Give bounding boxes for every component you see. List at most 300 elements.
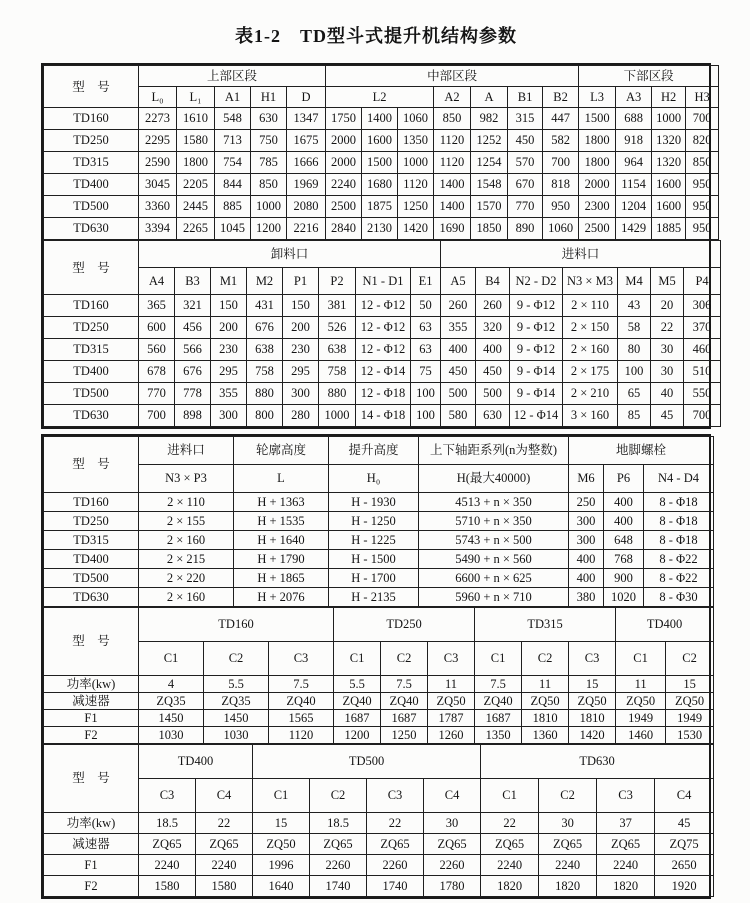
data-cell: 1250 (398, 196, 434, 218)
data-cell: 450 (508, 130, 543, 152)
data-cell: 844 (215, 174, 251, 196)
data-cell: 550 (684, 383, 721, 405)
data-cell: 1810 (569, 710, 616, 727)
data-cell: 1666 (287, 152, 326, 174)
data-cell: 9 - Φ14 (510, 361, 563, 383)
header-row (44, 87, 719, 108)
header-cell: TD315 (475, 608, 616, 642)
header-cell: TD400 (616, 608, 714, 642)
data-cell: 1690 (434, 218, 471, 240)
data-cell: 1200 (251, 218, 287, 240)
data-cell: 1120 (434, 130, 471, 152)
header-cell: 上部区段 (139, 66, 326, 87)
data-cell: 306 (684, 295, 721, 317)
header-cell: P6 (604, 465, 644, 493)
header-cell: 卸料口 (139, 241, 441, 268)
data-cell: H + 1640 (234, 531, 329, 550)
data-cell: 2 × 220 (139, 569, 234, 588)
data-cell: 1120 (269, 727, 334, 744)
data-cell: 2500 (579, 218, 616, 240)
header-cell: C3 (367, 779, 424, 813)
data-cell: 12 - Φ12 (356, 317, 411, 339)
data-cell: 2240 (139, 855, 196, 876)
header-cell: A4 (139, 268, 175, 295)
header-cell: C2 (522, 642, 569, 676)
header-cell: M1 (211, 268, 247, 295)
data-cell: 3394 (139, 218, 177, 240)
row-label-cell: TD500 (44, 196, 139, 218)
power-reducer-table-td400-td630 (43, 744, 714, 897)
row-label-cell: TD630 (44, 405, 139, 427)
table-row (44, 130, 719, 152)
data-cell: 678 (139, 361, 175, 383)
data-cell: 1885 (652, 218, 686, 240)
header-cell: A3 (616, 87, 652, 108)
header-cell: P4 (684, 268, 721, 295)
data-cell: 818 (543, 174, 579, 196)
data-cell: 2130 (362, 218, 398, 240)
data-cell: 768 (604, 550, 644, 569)
data-cell: 1530 (666, 727, 714, 744)
data-cell: 11 (616, 676, 666, 693)
data-cell: 2 × 110 (139, 493, 234, 512)
header-row (44, 745, 714, 779)
data-cell: 1120 (398, 174, 434, 196)
header-cell: TD500 (253, 745, 481, 779)
data-cell: 770 (508, 196, 543, 218)
data-cell: 582 (543, 130, 579, 152)
data-cell: 1400 (434, 196, 471, 218)
data-cell: 321 (175, 295, 211, 317)
row-label-cell: TD315 (44, 531, 139, 550)
data-cell: 22 (651, 317, 684, 339)
power-reducer-table-td160-td400 (43, 607, 714, 744)
row-label-cell: TD400 (44, 361, 139, 383)
data-cell: 12 - Φ14 (356, 361, 411, 383)
data-cell: H + 1363 (234, 493, 329, 512)
data-cell: 1360 (522, 727, 569, 744)
data-cell: 2273 (139, 108, 177, 130)
data-cell: 600 (139, 317, 175, 339)
height-anchor-bolt-table (43, 436, 714, 607)
row-label-cell: TD630 (44, 588, 139, 607)
data-cell: 400 (569, 550, 604, 569)
data-cell: 2 × 155 (139, 512, 234, 531)
data-cell: 8 - Φ22 (644, 550, 714, 569)
data-cell: 30 (539, 813, 597, 834)
data-cell: 758 (247, 361, 283, 383)
header-cell: C2 (204, 642, 269, 676)
table-row (44, 196, 719, 218)
data-cell: 1800 (177, 152, 215, 174)
data-cell: 2260 (367, 855, 424, 876)
row-label-cell: F2 (44, 876, 139, 897)
data-cell: ZQ35 (204, 693, 269, 710)
data-cell: H - 2135 (329, 588, 419, 607)
table-row (44, 676, 714, 693)
data-cell: 880 (247, 383, 283, 405)
data-cell: 1350 (475, 727, 522, 744)
data-cell: 1820 (481, 876, 539, 897)
data-cell: 5960 + n × 710 (419, 588, 569, 607)
row-label-cell: F1 (44, 710, 139, 727)
header-cell: C1 (253, 779, 310, 813)
data-cell: 1000 (652, 108, 686, 130)
header-cell: N3 × M3 (563, 268, 618, 295)
row-label-cell: 减速器 (44, 693, 139, 710)
header-cell: M4 (618, 268, 651, 295)
data-cell: 898 (175, 405, 211, 427)
data-cell: 9 - Φ14 (510, 383, 563, 405)
data-cell: 950 (686, 218, 719, 240)
data-cell: 230 (211, 339, 247, 361)
data-cell: 75 (411, 361, 441, 383)
header-cell: H(最大40000) (419, 465, 569, 493)
data-cell: 37 (597, 813, 655, 834)
data-cell: 1949 (616, 710, 666, 727)
data-cell: 2240 (481, 855, 539, 876)
header-row (44, 268, 721, 295)
header-cell: C2 (666, 642, 714, 676)
data-cell: 1250 (381, 727, 428, 744)
header-cell: P1 (283, 268, 319, 295)
data-cell: 950 (686, 174, 719, 196)
header-cell: 进料口 (441, 241, 721, 268)
data-cell: 758 (319, 361, 356, 383)
header-cell: A2 (434, 87, 471, 108)
data-cell: H - 1225 (329, 531, 419, 550)
row-label-cell: TD630 (44, 218, 139, 240)
data-cell: 1429 (616, 218, 652, 240)
data-cell: 2 × 215 (139, 550, 234, 569)
data-cell: 365 (139, 295, 175, 317)
data-cell: 40 (651, 383, 684, 405)
data-cell: 1740 (367, 876, 424, 897)
table-row (44, 588, 714, 607)
data-cell: 1045 (215, 218, 251, 240)
header-cell: B3 (175, 268, 211, 295)
data-cell: ZQ65 (597, 834, 655, 855)
data-cell: 2080 (287, 196, 326, 218)
data-cell: 1460 (616, 727, 666, 744)
data-cell: 2650 (655, 855, 714, 876)
header-cell: D (287, 87, 326, 108)
header-cell: L₀ (139, 87, 177, 108)
data-cell: 1154 (616, 174, 652, 196)
data-cell: 1600 (652, 174, 686, 196)
data-cell: ZQ65 (424, 834, 481, 855)
data-cell: 850 (686, 152, 719, 174)
table-row (44, 493, 714, 512)
data-cell: 1060 (543, 218, 579, 240)
data-cell: 370 (684, 317, 721, 339)
data-cell: 30 (651, 361, 684, 383)
data-cell: 15 (253, 813, 310, 834)
header-row (44, 642, 714, 676)
header-cell: 上下轴距系列(n为整数) (419, 437, 569, 465)
data-cell: 1996 (253, 855, 310, 876)
data-cell: 630 (476, 405, 510, 427)
data-cell: 1570 (471, 196, 508, 218)
data-cell: 750 (251, 130, 287, 152)
data-cell: 688 (616, 108, 652, 130)
data-cell: ZQ40 (269, 693, 334, 710)
data-cell: 22 (481, 813, 539, 834)
data-cell: 12 - Φ12 (356, 339, 411, 361)
data-cell: 2265 (177, 218, 215, 240)
table-row (44, 108, 719, 130)
data-cell: 850 (434, 108, 471, 130)
data-cell: 1450 (204, 710, 269, 727)
header-cell: C4 (196, 779, 253, 813)
data-cell: 2260 (424, 855, 481, 876)
data-cell: 2240 (539, 855, 597, 876)
data-cell: 2000 (326, 152, 362, 174)
data-cell: 1949 (666, 710, 714, 727)
data-cell: 700 (686, 108, 719, 130)
data-cell: 63 (411, 317, 441, 339)
data-cell: 1000 (319, 405, 356, 427)
table-row (44, 710, 714, 727)
header-cell: N2 - D2 (510, 268, 563, 295)
data-cell: 638 (319, 339, 356, 361)
data-cell: 500 (441, 383, 476, 405)
data-cell: 2000 (326, 130, 362, 152)
data-cell: 320 (476, 317, 510, 339)
data-cell: 460 (684, 339, 721, 361)
data-cell: ZQ65 (196, 834, 253, 855)
data-cell: 150 (211, 295, 247, 317)
data-cell: 1060 (398, 108, 434, 130)
data-cell: 1580 (139, 876, 196, 897)
data-cell: 2590 (139, 152, 177, 174)
data-cell: 1204 (616, 196, 652, 218)
data-cell: 1875 (362, 196, 398, 218)
data-cell: 8 - Φ18 (644, 512, 714, 531)
data-cell: 18.5 (139, 813, 196, 834)
data-cell: 1810 (522, 710, 569, 727)
data-cell: 950 (543, 196, 579, 218)
data-cell: 65 (618, 383, 651, 405)
data-cell: ZQ65 (367, 834, 424, 855)
data-cell: 2500 (326, 196, 362, 218)
data-cell: 8 - Φ30 (644, 588, 714, 607)
data-cell: 2 × 210 (563, 383, 618, 405)
data-cell: 1548 (471, 174, 508, 196)
data-cell: 700 (139, 405, 175, 427)
header-row (44, 437, 714, 465)
header-row (44, 241, 721, 268)
data-cell: 380 (569, 588, 604, 607)
data-cell: 950 (686, 196, 719, 218)
data-cell: H - 1930 (329, 493, 419, 512)
data-cell: 1600 (362, 130, 398, 152)
data-cell: 58 (618, 317, 651, 339)
data-cell: 5.5 (204, 676, 269, 693)
data-cell: ZQ40 (381, 693, 428, 710)
table-title: 表1-2 TD型斗式提升机结构参数 (235, 26, 517, 46)
data-cell: H + 2076 (234, 588, 329, 607)
data-cell: 1610 (177, 108, 215, 130)
header-cell: L (234, 465, 329, 493)
data-cell: 1565 (269, 710, 334, 727)
data-cell: 510 (684, 361, 721, 383)
header-cell: P2 (319, 268, 356, 295)
data-cell: 12 - Φ12 (356, 295, 411, 317)
data-cell: 300 (283, 383, 319, 405)
table-row (44, 218, 719, 240)
header-cell: C2 (539, 779, 597, 813)
data-cell: 150 (283, 295, 319, 317)
data-cell: 1640 (253, 876, 310, 897)
header-cell: C4 (655, 779, 714, 813)
header-row (44, 465, 714, 493)
data-cell: 778 (175, 383, 211, 405)
data-cell: 12 - Φ18 (356, 383, 411, 405)
data-cell: 45 (651, 405, 684, 427)
data-cell: 1020 (604, 588, 644, 607)
data-cell: 12 - Φ14 (510, 405, 563, 427)
discharge-feed-port-table (43, 240, 721, 427)
data-cell: 355 (211, 383, 247, 405)
data-cell: 260 (476, 295, 510, 317)
table-block-a (41, 63, 711, 429)
data-cell: ZQ50 (522, 693, 569, 710)
data-cell: 45 (655, 813, 714, 834)
table-row (44, 876, 714, 897)
row-label-cell: 功率(kw) (44, 676, 139, 693)
data-cell: 300 (211, 405, 247, 427)
data-cell: 3045 (139, 174, 177, 196)
data-cell: 400 (476, 339, 510, 361)
data-cell: 500 (476, 383, 510, 405)
data-cell: 260 (441, 295, 476, 317)
data-cell: 1500 (579, 108, 616, 130)
data-cell: 43 (618, 295, 651, 317)
row-label-cell: F2 (44, 727, 139, 744)
header-cell: L2 (326, 87, 434, 108)
table-row (44, 295, 721, 317)
header-cell: 型 号 (44, 66, 139, 108)
data-cell: ZQ50 (428, 693, 475, 710)
data-cell: 85 (618, 405, 651, 427)
data-cell: 200 (283, 317, 319, 339)
data-cell: 63 (411, 339, 441, 361)
table-row (44, 317, 721, 339)
data-cell: 300 (569, 512, 604, 531)
header-row (44, 66, 719, 87)
data-cell: H + 1535 (234, 512, 329, 531)
data-cell: 754 (215, 152, 251, 174)
data-cell: 1000 (398, 152, 434, 174)
data-cell: 2 × 160 (563, 339, 618, 361)
data-cell: 1400 (434, 174, 471, 196)
table-row (44, 405, 721, 427)
header-cell: TD630 (481, 745, 714, 779)
data-cell: 5743 + n × 500 (419, 531, 569, 550)
data-cell: 100 (411, 405, 441, 427)
data-cell: 7.5 (475, 676, 522, 693)
data-cell: 785 (251, 152, 287, 174)
data-cell: 3 × 160 (563, 405, 618, 427)
header-cell: L3 (579, 87, 616, 108)
table-row (44, 531, 714, 550)
data-cell: 1787 (428, 710, 475, 727)
data-cell: 676 (175, 361, 211, 383)
row-label-cell: TD250 (44, 512, 139, 531)
header-cell: C1 (616, 642, 666, 676)
header-cell: H3 (686, 87, 719, 108)
data-cell: H + 1790 (234, 550, 329, 569)
header-cell: A5 (441, 268, 476, 295)
data-cell: 1320 (652, 130, 686, 152)
data-cell: 11 (428, 676, 475, 693)
data-cell: 400 (604, 512, 644, 531)
row-label-cell: TD400 (44, 550, 139, 569)
row-label-cell: TD160 (44, 108, 139, 130)
data-cell: 1000 (251, 196, 287, 218)
header-cell: 型 号 (44, 745, 139, 813)
data-cell: 2 × 160 (139, 531, 234, 550)
data-cell: 381 (319, 295, 356, 317)
header-cell: B4 (476, 268, 510, 295)
data-cell: 30 (651, 339, 684, 361)
data-cell: 964 (616, 152, 652, 174)
header-cell: 地脚螺栓 (569, 437, 714, 465)
table-row (44, 727, 714, 744)
data-cell: 1500 (362, 152, 398, 174)
header-cell: 型 号 (44, 241, 139, 295)
table-row (44, 152, 719, 174)
header-cell: 中部区段 (326, 66, 579, 87)
data-cell: 1347 (287, 108, 326, 130)
data-cell: 1800 (579, 130, 616, 152)
header-cell: N4 - D4 (644, 465, 714, 493)
data-cell: 100 (411, 383, 441, 405)
header-cell: A (471, 87, 508, 108)
data-cell: 3360 (139, 196, 177, 218)
data-cell: 900 (604, 569, 644, 588)
data-cell: ZQ50 (253, 834, 310, 855)
data-cell: 2 × 110 (563, 295, 618, 317)
header-cell: TD160 (139, 608, 334, 642)
data-cell: 566 (175, 339, 211, 361)
header-cell: C3 (139, 779, 196, 813)
data-cell: 1580 (177, 130, 215, 152)
data-cell: 1030 (204, 727, 269, 744)
section-dimensions-table (43, 65, 719, 240)
row-label-cell: TD250 (44, 317, 139, 339)
data-cell: 850 (251, 174, 287, 196)
data-cell: 1800 (579, 152, 616, 174)
data-cell: 670 (508, 174, 543, 196)
header-cell: C1 (481, 779, 539, 813)
table-row (44, 550, 714, 569)
data-cell: 2216 (287, 218, 326, 240)
data-cell: 1320 (652, 152, 686, 174)
data-cell: 1420 (398, 218, 434, 240)
table-row (44, 855, 714, 876)
data-cell: 400 (569, 569, 604, 588)
data-cell: 2240 (196, 855, 253, 876)
header-cell: C3 (269, 642, 334, 676)
table-row (44, 569, 714, 588)
data-cell: 22 (196, 813, 253, 834)
data-cell: 300 (569, 531, 604, 550)
data-cell: 1252 (471, 130, 508, 152)
data-cell: 400 (441, 339, 476, 361)
data-cell: 295 (211, 361, 247, 383)
